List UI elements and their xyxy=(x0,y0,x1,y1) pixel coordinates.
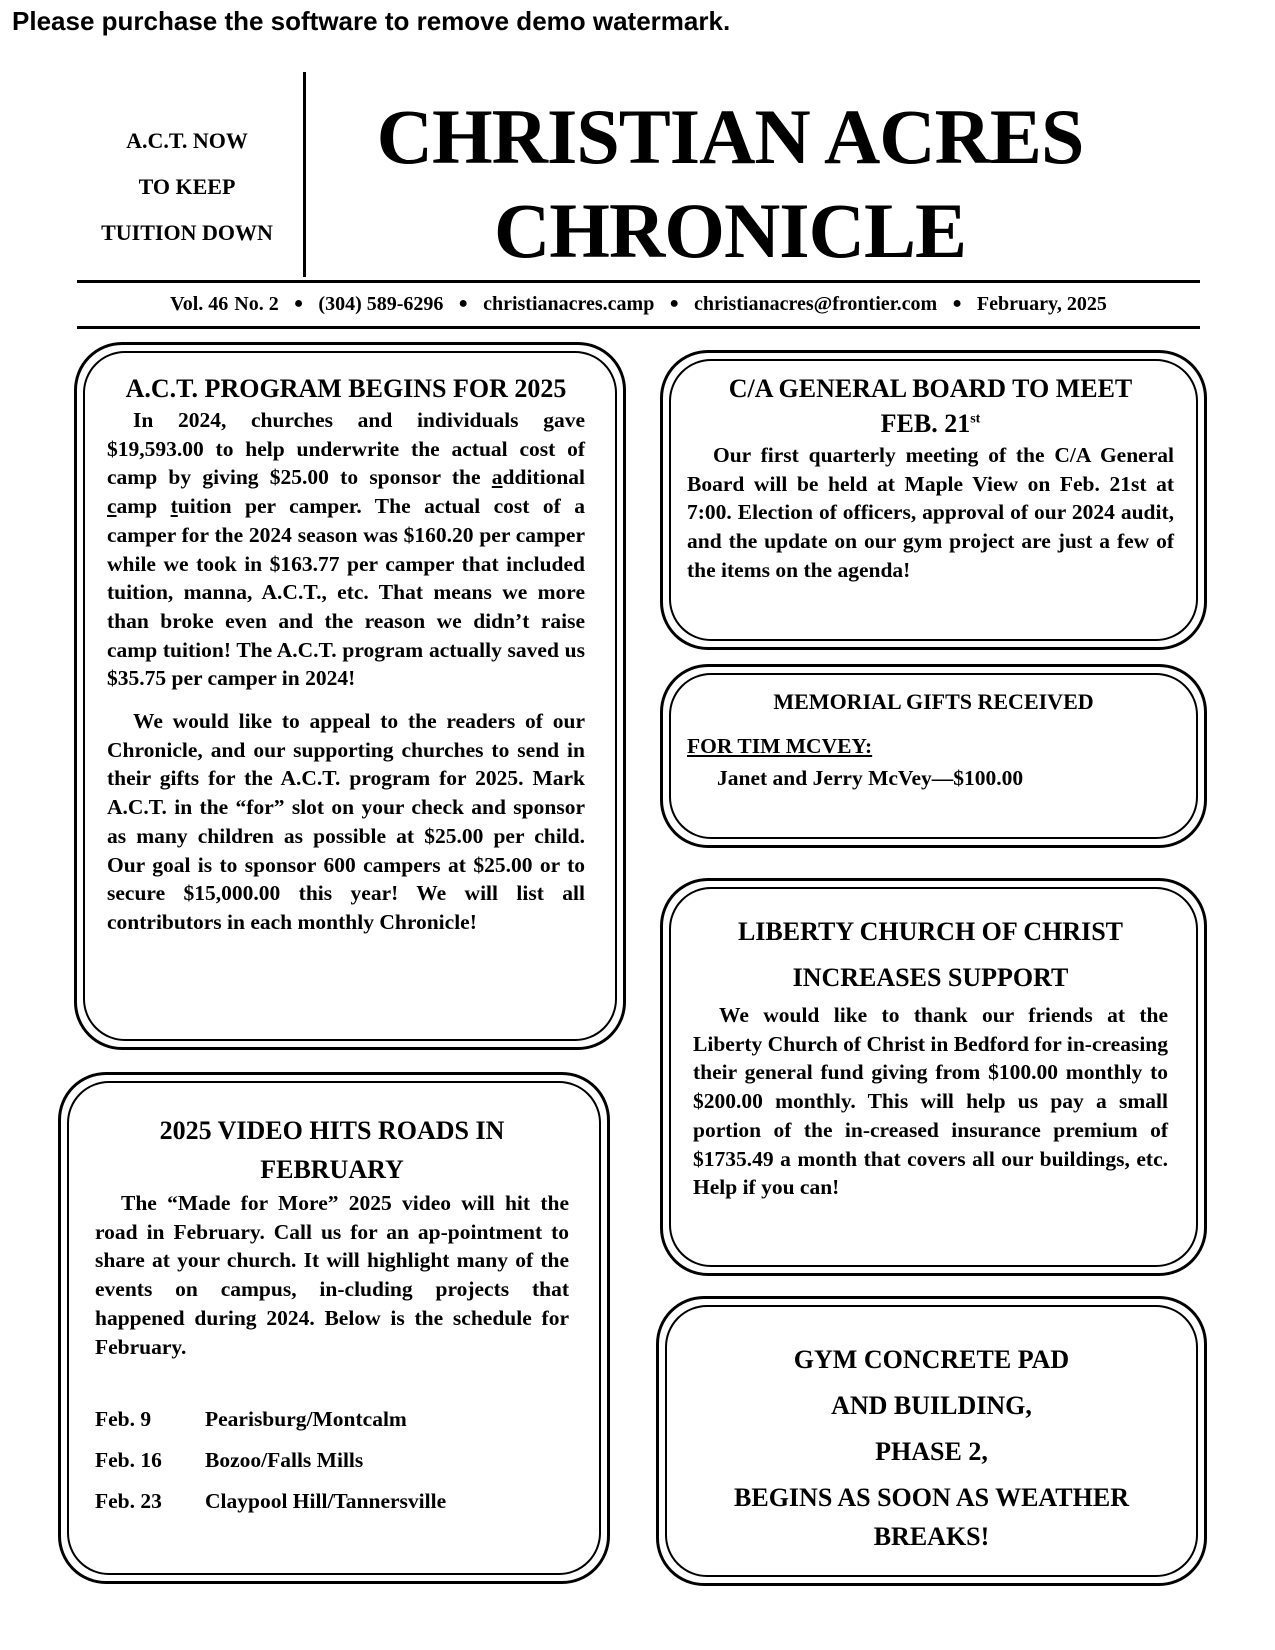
bullet-icon: ● xyxy=(293,295,304,312)
act-program-article xyxy=(74,342,626,1050)
article-body xyxy=(95,1189,569,1361)
masthead-divider xyxy=(303,72,306,277)
article-paragraph: Our first quarterly meeting of the C/A General Board will be held at Maple View on Feb. 21st at 7:00. Election of officers, approval of our 2024 audit, and the update on our gym project are just a few of the items on the agenda! xyxy=(687,443,1174,582)
motto-line: A.C.T. NOW xyxy=(126,128,248,153)
masthead-title xyxy=(310,90,1150,278)
phone-number: (304) 589-6296 xyxy=(318,293,444,315)
info-bar xyxy=(77,289,1200,321)
video-article xyxy=(58,1072,610,1584)
email-link[interactable]: christianacres@frontier.com xyxy=(694,293,938,315)
article-paragraph: We would like to appeal to the readers of our Chronicle, and our supporting churches to send in their gifts for the A.C.T. program for 2025. Mark A.C.T. in the “for” slot on your check and sponsor as many children as possible at $25.00 per child. Our goal is to sponsor 600 campers at $25.00 or to secure $15,000.00 this year! We will list all contributors in each monthly Chronicle! xyxy=(107,709,585,934)
bullet-icon: ● xyxy=(952,295,962,312)
article-body xyxy=(107,406,585,937)
issue-date: February, 2025 xyxy=(976,293,1107,315)
article-body xyxy=(693,1001,1168,1202)
bullet-icon: ● xyxy=(458,295,469,312)
schedule-row: Feb. 9 Pearisburg/Montcalm xyxy=(95,1407,407,1432)
demo-watermark: Please purchase the software to remove demo watermark. xyxy=(12,6,731,36)
header-rule-bottom xyxy=(77,326,1200,329)
article-title: A.C.T. PROGRAM BEGINS FOR 2025 xyxy=(125,374,567,403)
motto xyxy=(82,118,292,256)
article-paragraph: In 2024, churches and individuals gave $19,593.00 to help underwrite the actual cost of camp by giving $25.00 to sponsor the additional camp tuition per camper. The actual cost of a camper for the 2024 season was $160.20 per camper while we took in $163.77 per camper that included tuition, manna, A.C.T., etc. That means we more than broke even and the reason we didn’t raise camp tuition! The A.C.T. program actually saved us $35.75 per camper in 2024! xyxy=(107,408,585,691)
article-title: 2025 VIDEO HITS ROADS IN FEBRUARY xyxy=(159,1116,505,1184)
schedule-row: Feb. 16 Bozoo/Falls Mills xyxy=(95,1448,364,1473)
motto-line: TO KEEP xyxy=(138,174,236,199)
article-paragraph: We would like to thank our friends at the Liberty Church of Christ in Bedford for in-creasing their general fund giving from $100.00 monthly to $200.00 monthly. This will help us pay a small portion of the in-creased insurance premium of $1735.49 a month that covers all our buildings, etc. Help if you can! xyxy=(693,1003,1168,1200)
liberty-church-article xyxy=(660,878,1207,1276)
gym-notice: GYM CONCRETE PAD AND BUILDING, PHASE 2, BEGINS AS SOON AS WEATHER BREAKS! xyxy=(734,1345,1129,1551)
schedule-row: Feb. 23 Claypool Hill/Tannersville xyxy=(95,1489,447,1514)
memorial-gifts-box xyxy=(660,664,1207,848)
gym-notice-box xyxy=(656,1296,1207,1586)
memorial-item: Janet and Jerry McVey—$100.00 xyxy=(717,766,1024,790)
masthead-line: CHRISTIAN ACRES xyxy=(376,93,1084,180)
video-schedule xyxy=(95,1399,569,1522)
website-link[interactable]: christianacres.camp xyxy=(483,293,655,315)
article-paragraph: The “Made for More” 2025 video will hit the road in February. Call us for an ap-pointment to share at your church. It will highlight many of the events on campus, in-cluding projects that happened during 2024. Below is the schedule for February. xyxy=(95,1191,569,1359)
general-board-article xyxy=(660,350,1207,650)
issue-number: No. 2 xyxy=(234,293,279,315)
article-title: C/A GENERAL BOARD TO MEET FEB. 21st xyxy=(728,374,1133,438)
motto-line: TUITION DOWN xyxy=(101,220,273,245)
volume: Vol. 46 xyxy=(170,293,229,315)
memorial-title: MEMORIAL GIFTS RECEIVED xyxy=(773,689,1094,714)
bullet-icon: ● xyxy=(669,295,680,312)
article-title: LIBERTY CHURCH OF CHRIST INCREASES SUPPORT xyxy=(737,917,1124,992)
memorial-for-label: FOR TIM MCVEY: xyxy=(687,734,873,758)
masthead-line: CHRONICLE xyxy=(493,187,967,274)
article-body xyxy=(687,441,1174,585)
header-rule-top xyxy=(77,280,1200,283)
